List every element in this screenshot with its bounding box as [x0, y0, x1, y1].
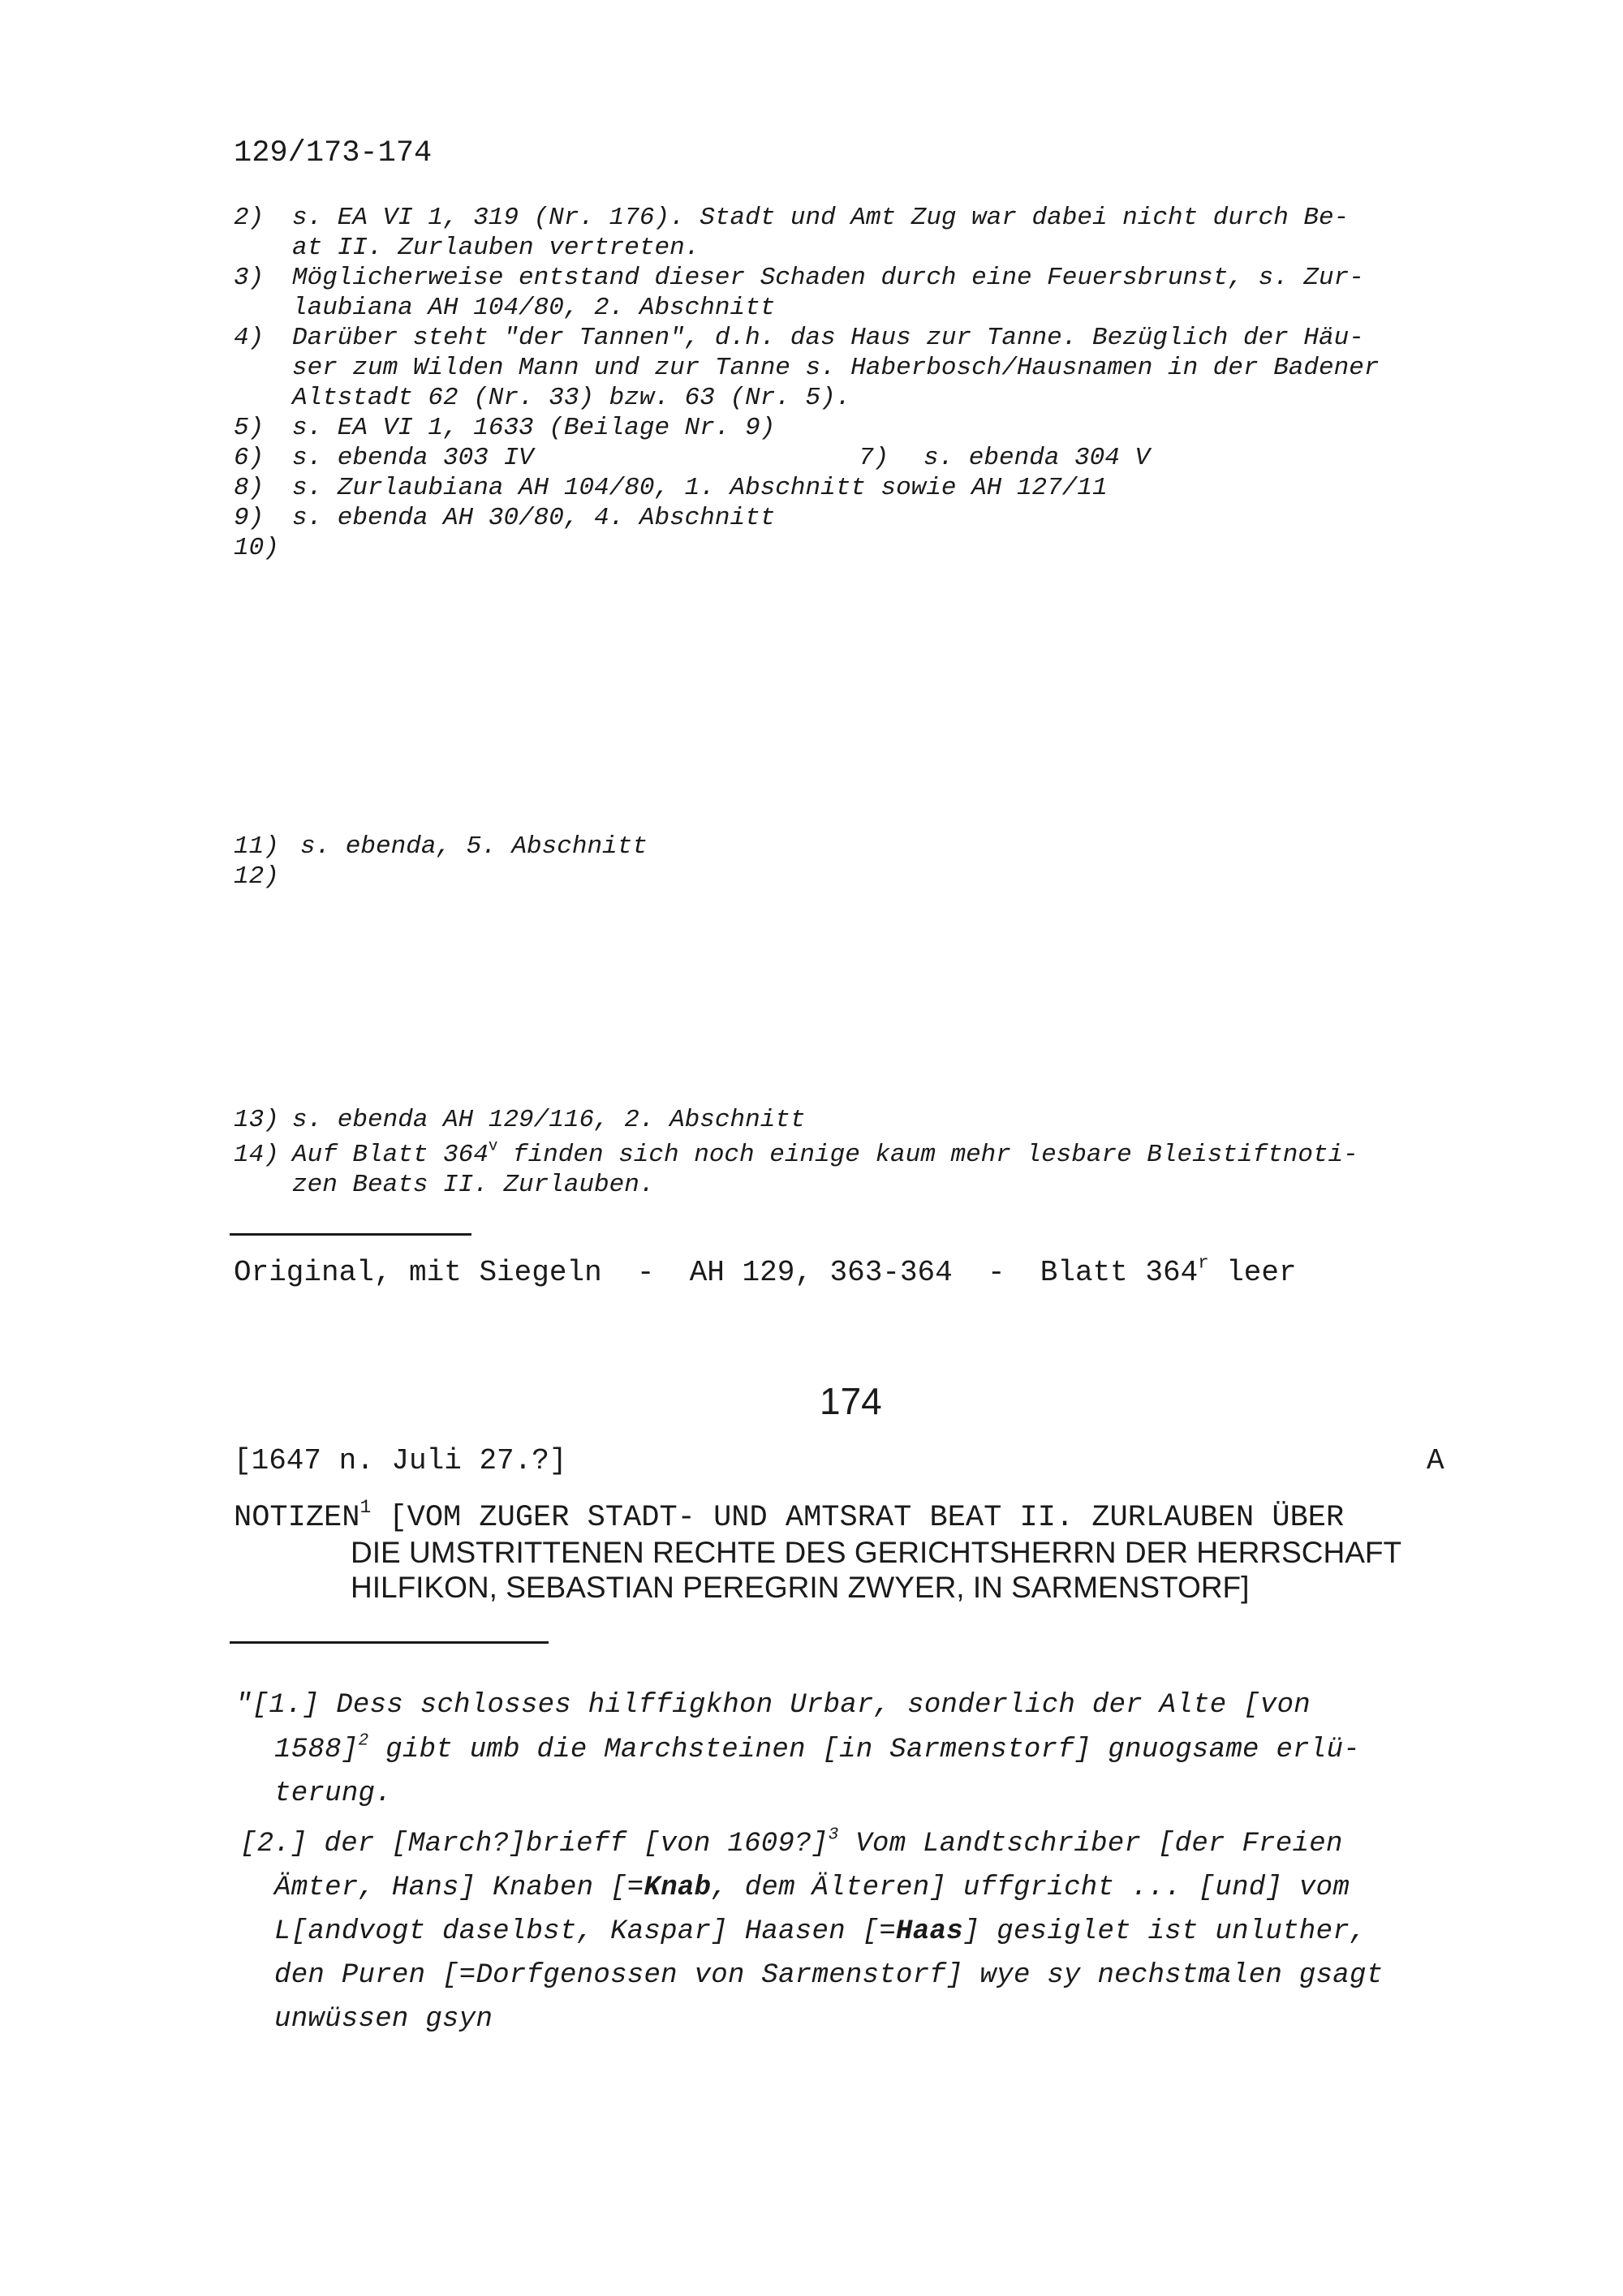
footnote-text: s. ebenda 303 IV: [292, 444, 534, 472]
footnote-text: Möglicherweise entstand dieser Schaden durch eine Feuersbrunst, s. Zur-: [292, 264, 1364, 292]
title-line: HILFIKON, SEBASTIAN PEREGRIN ZWYER, IN SARMENSTORF]: [351, 1571, 1250, 1604]
document-date: [1647 n. Juli 27.?]: [234, 1444, 567, 1477]
footnote-text: s. ebenda AH 30/80, 4. Abschnitt: [292, 504, 776, 532]
footnote-text: s. EA VI 1, 319 (Nr. 176). Stadt und Amt Zug war dabei nicht durch Be-: [292, 204, 1350, 232]
body-line: unwüssen gsyn: [274, 2004, 493, 2035]
footnote-text: at II. Zurlauben vertreten.: [292, 234, 700, 262]
body-line: [2.] der [March?]brieff [von 1609?]$^3$ Vom Landtschriber [der Freien: [240, 1825, 1343, 1860]
footnote-text: s. EA VI 1, 1633 (Beilage Nr. 9): [292, 414, 776, 442]
title-line: NOTIZEN$^1$ [VOM ZUGER STADT- UND AMTSRAT BEAT II. ZURLAUBEN ÜBER: [234, 1496, 1345, 1535]
footnote-number: 7): [859, 444, 889, 472]
footnote-number: 12): [234, 862, 279, 891]
page-reference: 129/173-174: [234, 136, 433, 170]
footnote-text: s. ebenda 304 V: [923, 444, 1151, 472]
document-number: 174: [820, 1380, 882, 1422]
title-separator: [230, 1641, 549, 1644]
footnote-number: 2): [234, 204, 265, 232]
footnote-text: laubiana AH 104/80, 2. Abschnitt: [292, 294, 776, 322]
footnote-number: 5): [234, 414, 265, 442]
footnote-separator: [230, 1233, 471, 1236]
footnote-number: 9): [234, 504, 265, 532]
footnote-text: Altstadt 62 (Nr. 33) bzw. 63 (Nr. 5).: [292, 384, 851, 412]
footnote-text: ser zum Wilden Mann und zur Tanne s. Haberbosch/Hausnamen in der Badener: [292, 354, 1380, 382]
title-line: DIE UMSTRITTENEN RECHTE DES GERICHTSHERRN DER HERRSCHAFT: [351, 1536, 1402, 1569]
footnote-text: s. ebenda, 5. Abschnitt: [300, 832, 648, 861]
footnote-number: 14): [234, 1141, 279, 1169]
footnote-text: Darüber steht "der Tannen", d.h. das Haus zur Tanne. Bezüglich der Häu-: [292, 324, 1364, 352]
footnote-text: s. Zurlaubiana AH 104/80, 1. Abschnitt sowie AH 127/11: [292, 474, 1108, 502]
footnote-number: 6): [234, 444, 265, 472]
body-line: Ämter, Hans] Knaben [=Knab, dem Älteren] uffgricht ... [und] vom: [274, 1872, 1350, 1903]
footnote-number: 4): [234, 324, 265, 352]
footnote-text: zen Beats II. Zurlauben.: [292, 1171, 655, 1199]
body-line: terung.: [274, 1778, 392, 1809]
footnote-number: 11): [234, 832, 279, 861]
footnote-text: s. ebenda AH 129/116, 2. Abschnitt: [292, 1106, 806, 1134]
body-line: L[andvogt daselbst, Kaspar] Haasen [=Haas] gesiglet ist unluther,: [274, 1916, 1367, 1947]
footnote-number: 8): [234, 474, 265, 502]
body-line: "[1.] Dess schlosses hilffigkhon Urbar, sonderlich der Alte [von: [235, 1690, 1311, 1721]
source-note: Original, mit Siegeln - AH 129, 363-364 - Blatt 364$^r$ leer: [234, 1252, 1297, 1289]
footnote-number: 13): [234, 1106, 279, 1134]
body-line: 1588]$^2$ gibt umb die Marchsteinen [in Sarmenstorf] gnuogsame erlü-: [274, 1731, 1360, 1765]
footnote-number: 10): [234, 534, 279, 562]
footnote-text: Auf Blatt 364$^v$ finden sich noch einige kaum mehr lesbare Bleistiftnoti-: [292, 1137, 1358, 1169]
body-line: den Puren [=Dorfgenossen von Sarmenstorf] wye sy nechstmalen gsagt: [274, 1960, 1384, 1991]
footnote-number: 3): [234, 264, 265, 292]
document-letter: A: [1427, 1444, 1444, 1477]
